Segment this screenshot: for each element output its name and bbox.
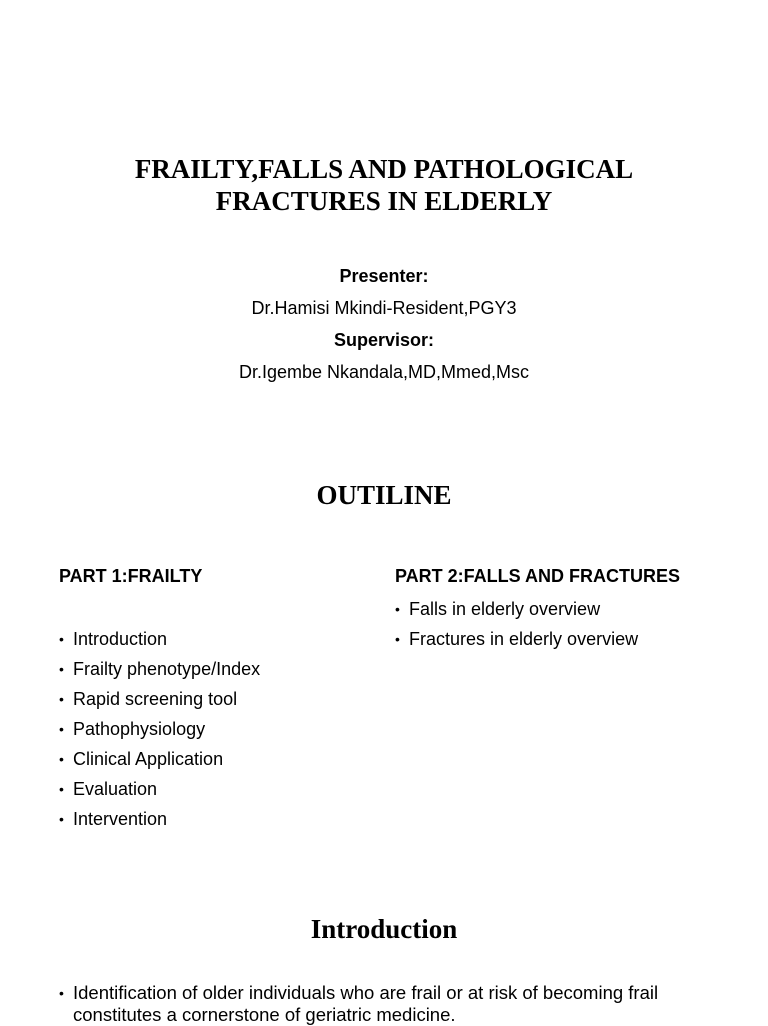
supervisor-label: Supervisor: <box>333 330 435 350</box>
bullet-icon: • <box>59 985 64 1001</box>
list-item <box>59 744 379 774</box>
presentation-title <box>40 153 728 217</box>
presenter-block <box>0 260 768 388</box>
bullet-icon: • <box>59 751 64 767</box>
outline-heading: OUTILINE <box>316 480 452 510</box>
list-item-text: Intervention <box>73 809 168 829</box>
list-item <box>395 594 735 624</box>
presenter-name: Dr.Hamisi Mkindi-Resident,PGY3 <box>251 298 517 318</box>
introduction-heading: Introduction <box>310 914 458 944</box>
list-item-text: Clinical Application <box>73 749 224 769</box>
list-item <box>59 624 379 654</box>
part2-column <box>395 564 735 654</box>
part2-list <box>395 594 735 654</box>
part2-title: PART 2:FALLS AND FRACTURES <box>395 566 680 586</box>
title-line-1: FRAILTY,FALLS AND PATHOLOGICAL <box>134 154 634 184</box>
list-item <box>59 804 379 834</box>
bullet-icon: • <box>59 691 64 707</box>
presenter-label: Presenter: <box>339 266 429 286</box>
introduction-bullet-text: Identification of older individuals who are frail or at risk of becoming frail constitutes a cornerstone of geriatric medicine. <box>73 982 659 1025</box>
list-item <box>59 714 379 744</box>
bullet-icon: • <box>59 631 64 647</box>
list-item-text: Pathophysiology <box>73 719 206 739</box>
part1-column <box>59 564 379 834</box>
part1-list <box>59 624 379 834</box>
bullet-icon: • <box>395 631 400 647</box>
supervisor-name: Dr.Igembe Nkandala,MD,Mmed,Msc <box>238 362 530 382</box>
outline-slide <box>0 460 768 860</box>
bullet-icon: • <box>59 781 64 797</box>
list-item-text: Rapid screening tool <box>73 689 238 709</box>
list-item-text: Introduction <box>73 629 168 649</box>
title-line-2: FRACTURES IN ELDERLY <box>215 186 553 216</box>
introduction-slide <box>0 900 768 1024</box>
list-item <box>59 684 379 714</box>
bullet-icon: • <box>59 811 64 827</box>
list-item <box>59 654 379 684</box>
bullet-icon: • <box>59 721 64 737</box>
list-item-text: Falls in elderly overview <box>409 599 601 619</box>
list-item-text: Frailty phenotype/Index <box>73 659 261 679</box>
bullet-icon: • <box>395 601 400 617</box>
bullet-icon: • <box>59 661 64 677</box>
list-item <box>59 774 379 804</box>
part1-title: PART 1:FRAILTY <box>59 566 203 586</box>
introduction-bullet <box>59 982 719 1026</box>
list-item-text: Evaluation <box>73 779 158 799</box>
title-slide <box>0 0 768 420</box>
list-item <box>395 624 735 654</box>
list-item-text: Fractures in elderly overview <box>409 629 639 649</box>
